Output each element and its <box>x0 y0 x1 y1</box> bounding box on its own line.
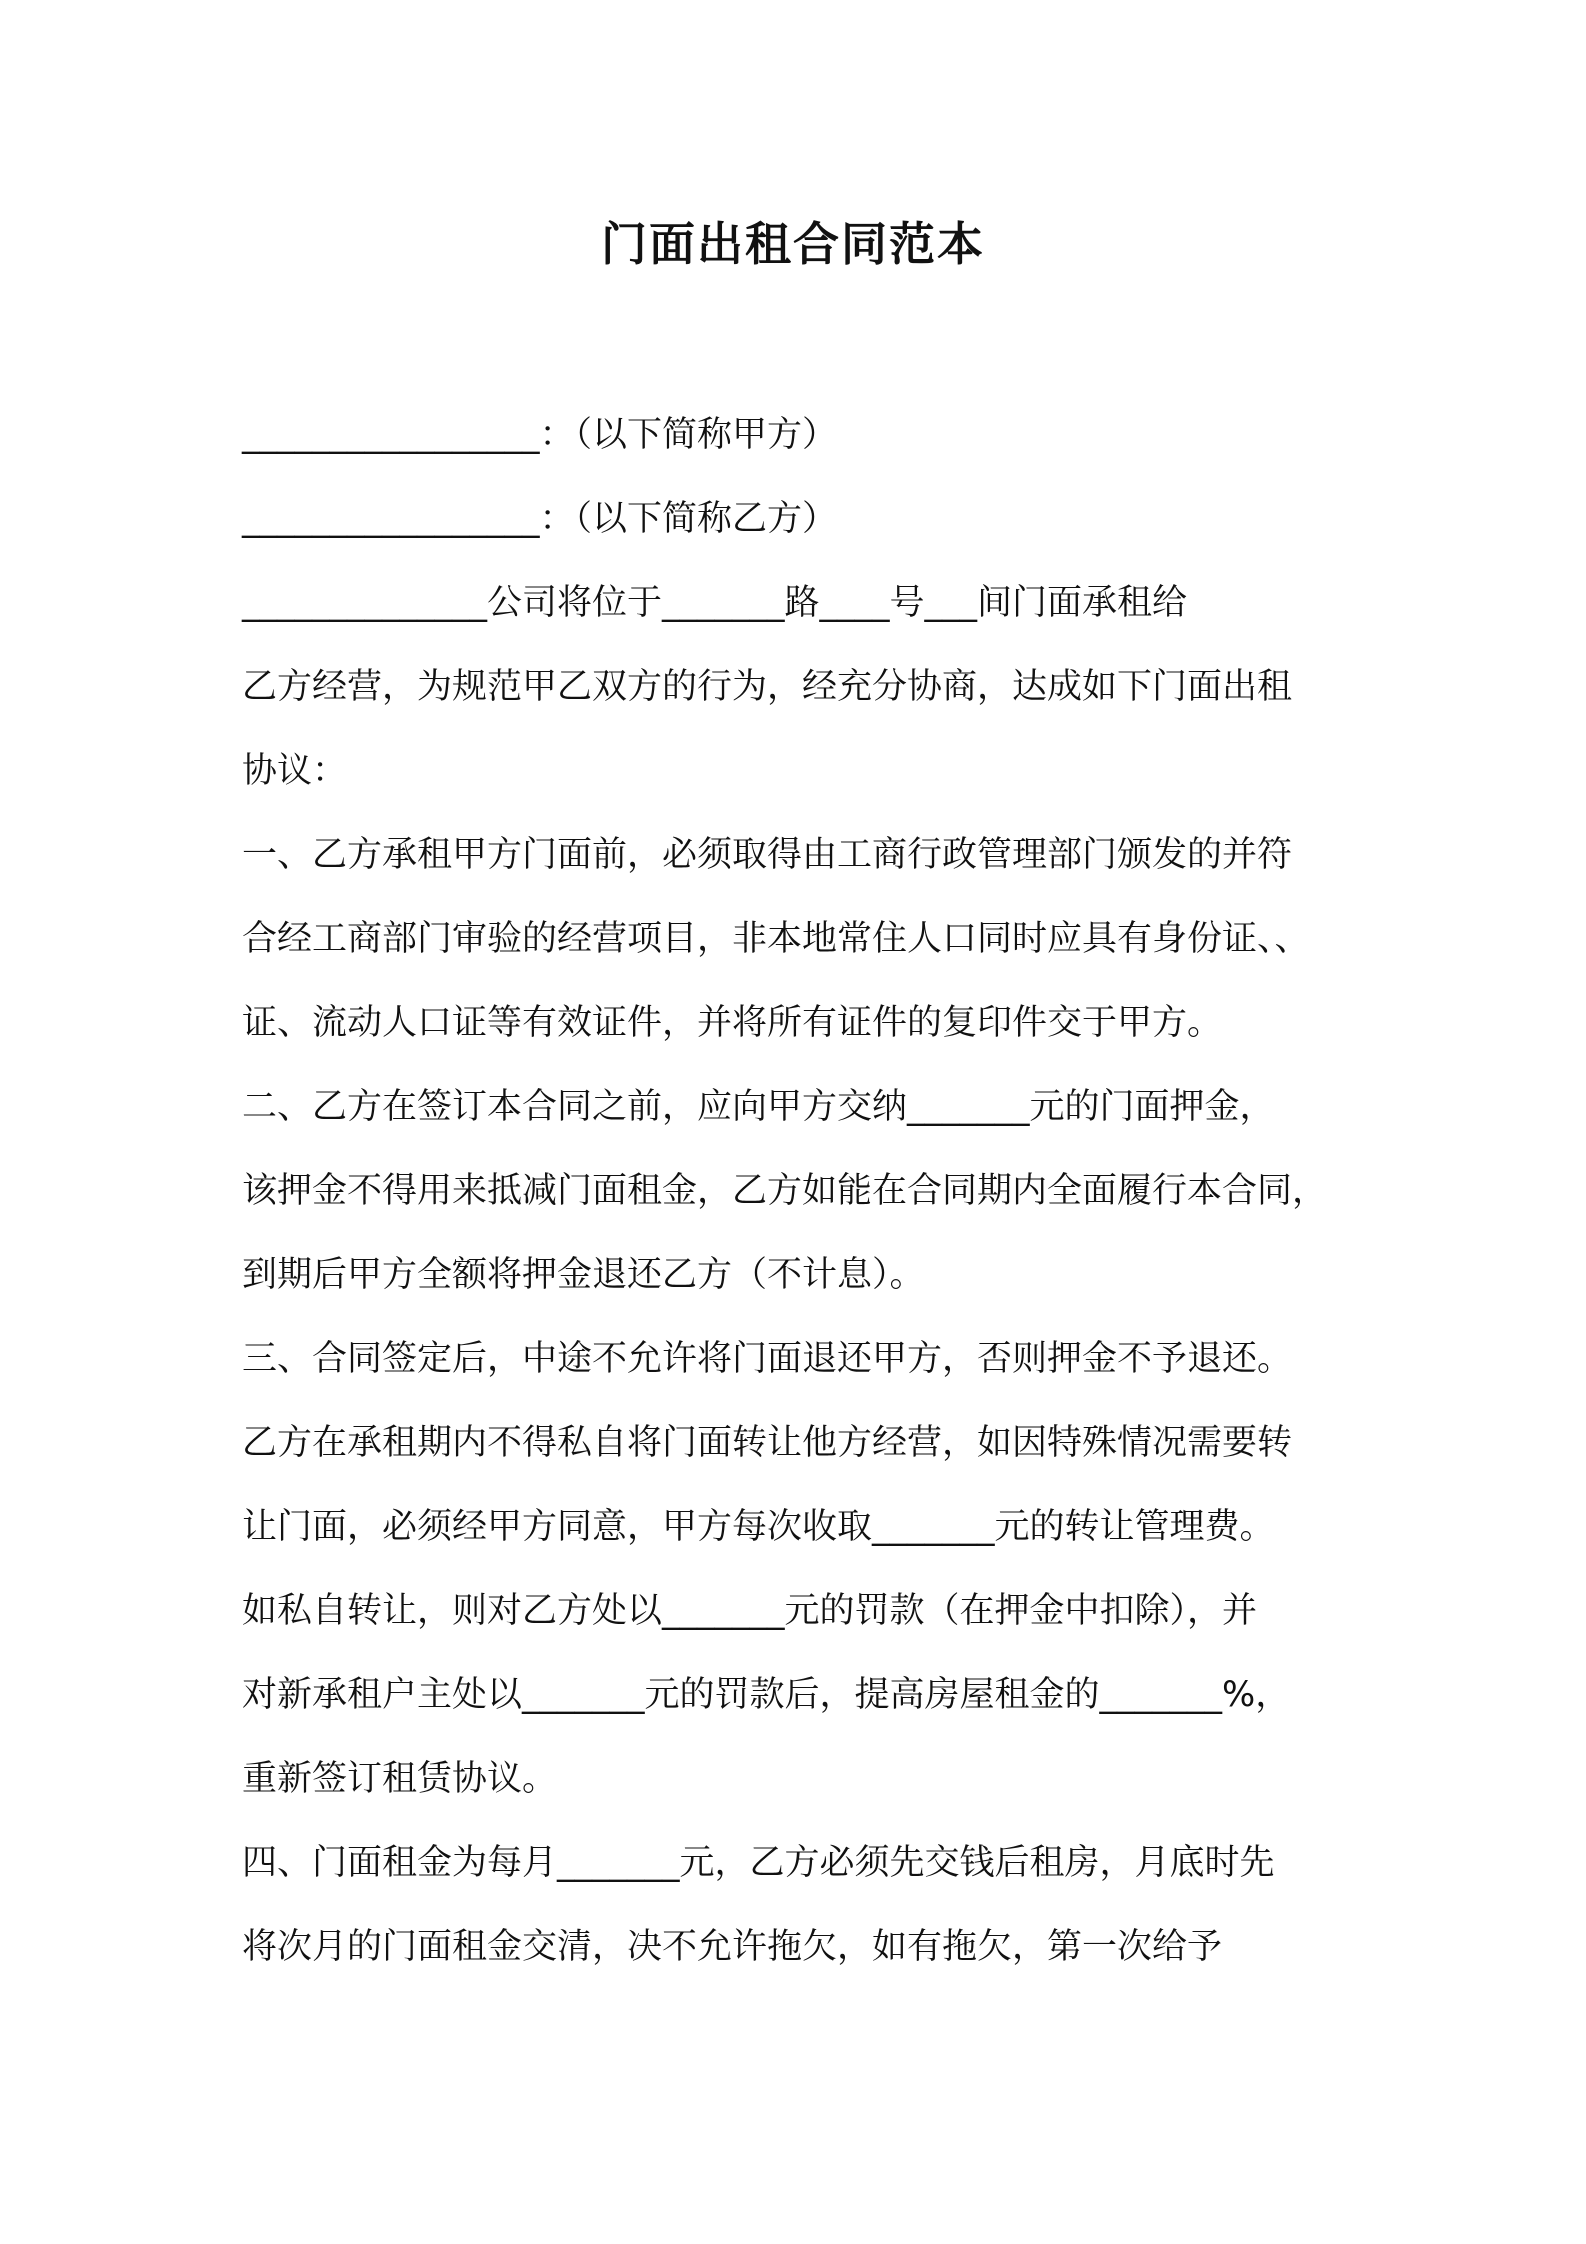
clause-3-line: 乙方在承租期内不得私自将门面转让他方经营，如因特殊情况需要转 <box>242 1423 1293 1463</box>
clause-1-line: 证、流动人口证等有效证件，并将所有证件的复印件交于甲方。 <box>242 1003 1223 1043</box>
clause-3-line: 如私自转让，则对乙方处以_______元的罚款（在押金中扣除），并 <box>242 1591 1258 1631</box>
clause-3-line: 对新承租户主处以_______元的罚款后，提高房屋租金的_______%， <box>242 1675 1291 1715</box>
clause-2-line: 二、乙方在签订本合同之前，应向甲方交纳_______元的门面押金， <box>242 1087 1275 1127</box>
text-line: 协议： <box>242 751 348 791</box>
clause-2-line: 该押金不得用来抵减门面租金，乙方如能在合同期内全面履行本合同， <box>242 1171 1328 1211</box>
text-line: ______________公司将位于_______路____号___间门面承租给 <box>242 583 1188 623</box>
text-line: 乙方经营，为规范甲乙双方的行为，经充分协商，达成如下门面出租 <box>242 667 1293 707</box>
text-line-party-a: _________________：（以下简称甲方） <box>242 415 838 455</box>
clause-3-line: 重新签订租赁协议。 <box>242 1759 558 1799</box>
clause-4-line: 将次月的门面租金交清，决不允许拖欠，如有拖欠，第一次给予 <box>242 1927 1223 1967</box>
clause-4-line: 四、门面租金为每月_______元，乙方必须先交钱后租房，月底时先 <box>242 1843 1275 1883</box>
clause-3-line: 三、合同签定后，中途不允许将门面退还甲方，否则押金不予退还。 <box>242 1339 1293 1379</box>
document-title: 门面出租合同范本 <box>601 217 985 271</box>
clause-1-line: 一、乙方承租甲方门面前，必须取得由工商行政管理部门颁发的并符 <box>242 835 1293 875</box>
clause-2-line: 到期后甲方全额将押金退还乙方（不计息）。 <box>242 1255 925 1295</box>
clause-3-line: 让门面，必须经甲方同意，甲方每次收取_______元的转让管理费。 <box>242 1507 1275 1547</box>
text-line-party-b: _________________：（以下简称乙方） <box>242 499 838 539</box>
clause-1-line: 合经工商部门审验的经营项目，非本地常住人口同时应具有身份证、、 <box>242 919 1310 959</box>
